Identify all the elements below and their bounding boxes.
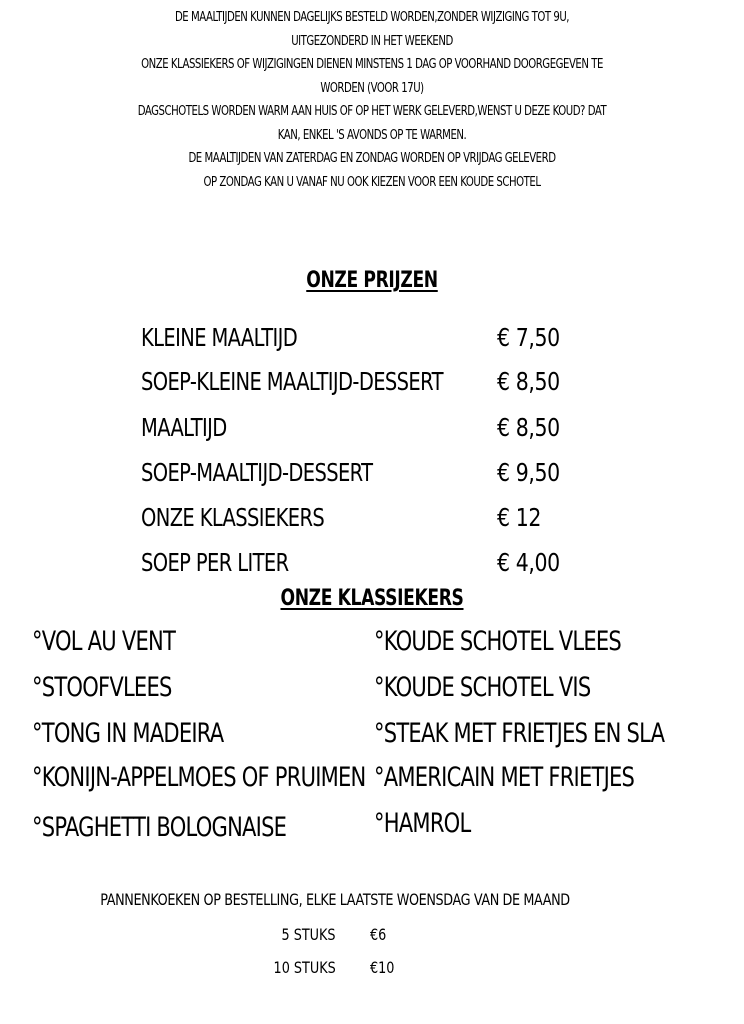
price-row: [0, 413, 744, 453]
pancake-price: €6: [370, 925, 387, 944]
classic-dish: °KOUDE SCHOTEL VLEES: [374, 626, 622, 657]
classic-dish: °TONG IN MADEIRA: [32, 718, 224, 749]
price-item-name: SOEP PER LITER: [141, 548, 289, 577]
price-item-name: ONZE KLASSIEKERS: [141, 503, 325, 532]
price-item-value: € 9,50: [497, 458, 560, 487]
price-item-name: SOEP-MAALTIJD-DESSERT: [141, 458, 373, 487]
intro-line: UITGEZONDERD IN HET WEEKEND: [291, 33, 453, 49]
pancake-quantity: 5 STUKS: [281, 925, 336, 944]
classic-dish: °VOL AU VENT: [32, 626, 176, 657]
pancake-option: [0, 925, 744, 951]
pancake-quantity: 10 STUKS: [273, 958, 336, 977]
classic-dish: °STEAK MET FRIETJES EN SLA: [374, 718, 665, 749]
classics-heading: ONZE KLASSIEKERS: [280, 586, 464, 611]
intro-line: DE MAALTIJDEN VAN ZATERDAG EN ZONDAG WORDEN OP VRIJDAG GELEVERD: [188, 151, 556, 166]
classic-dish: °HAMROL: [374, 808, 471, 839]
prices-heading: ONZE PRIJZEN: [306, 268, 438, 293]
intro-line: KAN, ENKEL 'S AVONDS OP TE WARMEN.: [277, 127, 467, 143]
price-row: [0, 323, 744, 363]
price-row: [0, 367, 744, 407]
price-row: [0, 458, 744, 498]
price-item-value: € 4,00: [497, 548, 560, 577]
price-item-name: KLEINE MAALTIJD: [141, 323, 298, 352]
price-item-name: MAALTIJD: [141, 413, 227, 442]
price-item-value: € 12: [497, 503, 542, 532]
price-row: [0, 503, 744, 543]
price-item-name: SOEP-KLEINE MAALTIJD-DESSERT: [141, 367, 443, 396]
intro-line: ONZE KLASSIEKERS OF WIJZIGINGEN DIENEN MINSTENS 1 DAG OP VOORHAND DOORGEGEVEN TE: [141, 57, 603, 72]
classic-dish: °AMERICAIN MET FRIETJES: [374, 762, 635, 793]
intro-text: [0, 6, 744, 194]
pancake-option: [0, 958, 744, 984]
classic-dish: °KOUDE SCHOTEL VIS: [374, 672, 591, 703]
classic-dish: °KONIJN-APPELMOES OF PRUIMEN: [32, 762, 366, 793]
pancake-note: PANNENKOEKEN OP BESTELLING, ELKE LAATSTE WOENSDAG VAN DE MAAND: [100, 890, 570, 909]
intro-line: OP ZONDAG KAN U VANAF NU OOK KIEZEN VOOR EEN KOUDE SCHOTEL: [203, 174, 541, 190]
intro-line: DAGSCHOTELS WORDEN WARM AAN HUIS OF OP HET WERK GELEVERD,WENST U DEZE KOUD? DAT: [137, 104, 607, 119]
price-item-value: € 7,50: [497, 323, 560, 352]
pancake-price: €10: [370, 958, 395, 977]
classic-dish: °STOOFVLEES: [32, 672, 172, 703]
price-item-value: € 8,50: [497, 367, 560, 396]
price-item-value: € 8,50: [497, 413, 560, 442]
intro-line: DE MAALTIJDEN KUNNEN DAGELIJKS BESTELD WORDEN,ZONDER WIJZIGING TOT 9U,: [174, 10, 570, 25]
classic-dish: °SPAGHETTI BOLOGNAISE: [32, 812, 287, 843]
price-row: [0, 548, 744, 588]
intro-line: WORDEN (VOOR 17U): [320, 80, 424, 96]
